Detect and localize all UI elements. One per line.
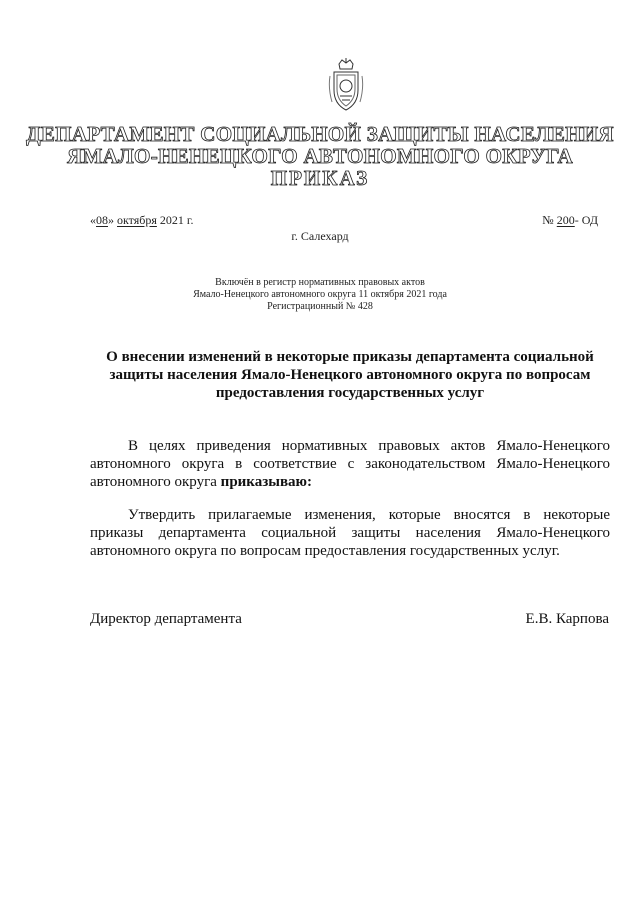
order-title: О внесении изменений в некоторые приказы департамента социальной защиты населения Ямало-Ненецкого автономного округа по вопросам предоставления государственных услуг [106, 349, 594, 401]
paragraph-order [90, 506, 610, 560]
coat-of-arms-icon [328, 58, 364, 114]
registration-line1: Включён в регистр нормативных правовых актов [215, 277, 425, 288]
city-name: г. Салехард [291, 229, 349, 243]
document-number: № 200- ОД [542, 213, 598, 227]
paragraph-preamble [90, 437, 610, 491]
date-year: 2021 г. [159, 213, 194, 227]
number-value: 200 [556, 213, 575, 227]
order-text: Утвердить прилагаемые изменения, которые вносятся в некоторые приказы департамента социальной защиты населения Ямало-Ненецкого автономного округа по вопросам предоставления государственных услуг. [90, 507, 610, 559]
preamble-directive: приказываю: [220, 474, 313, 490]
document-type: ПРИКАЗ [270, 166, 370, 190]
signatory-position: Директор департамента [90, 611, 242, 627]
department-name-line2: ЯМАЛО-НЕНЕЦКОГО АВТОНОМНОГО ОКРУГА [67, 144, 573, 168]
registration-line3: Регистрационный № 428 [267, 301, 373, 312]
preamble-text: В целях приведения нормативных правовых актов Ямало-Ненецкого автономного округа в соответствие с законодательством Ямало-Ненецкого автономного округа [90, 438, 610, 490]
signatory-name: Е.В. Карпова [525, 611, 609, 627]
document-date: «08» октября 2021 г. [90, 213, 194, 227]
date-month: октября [117, 213, 157, 227]
date-day: 08 [96, 213, 108, 227]
department-name-line1: ДЕПАРТАМЕНТ СОЦИАЛЬНОЙ ЗАЩИТЫ НАСЕЛЕНИЯ [26, 122, 614, 146]
registration-line2: Ямало-Ненецкого автономного округа 11 октября 2021 года [193, 289, 447, 300]
